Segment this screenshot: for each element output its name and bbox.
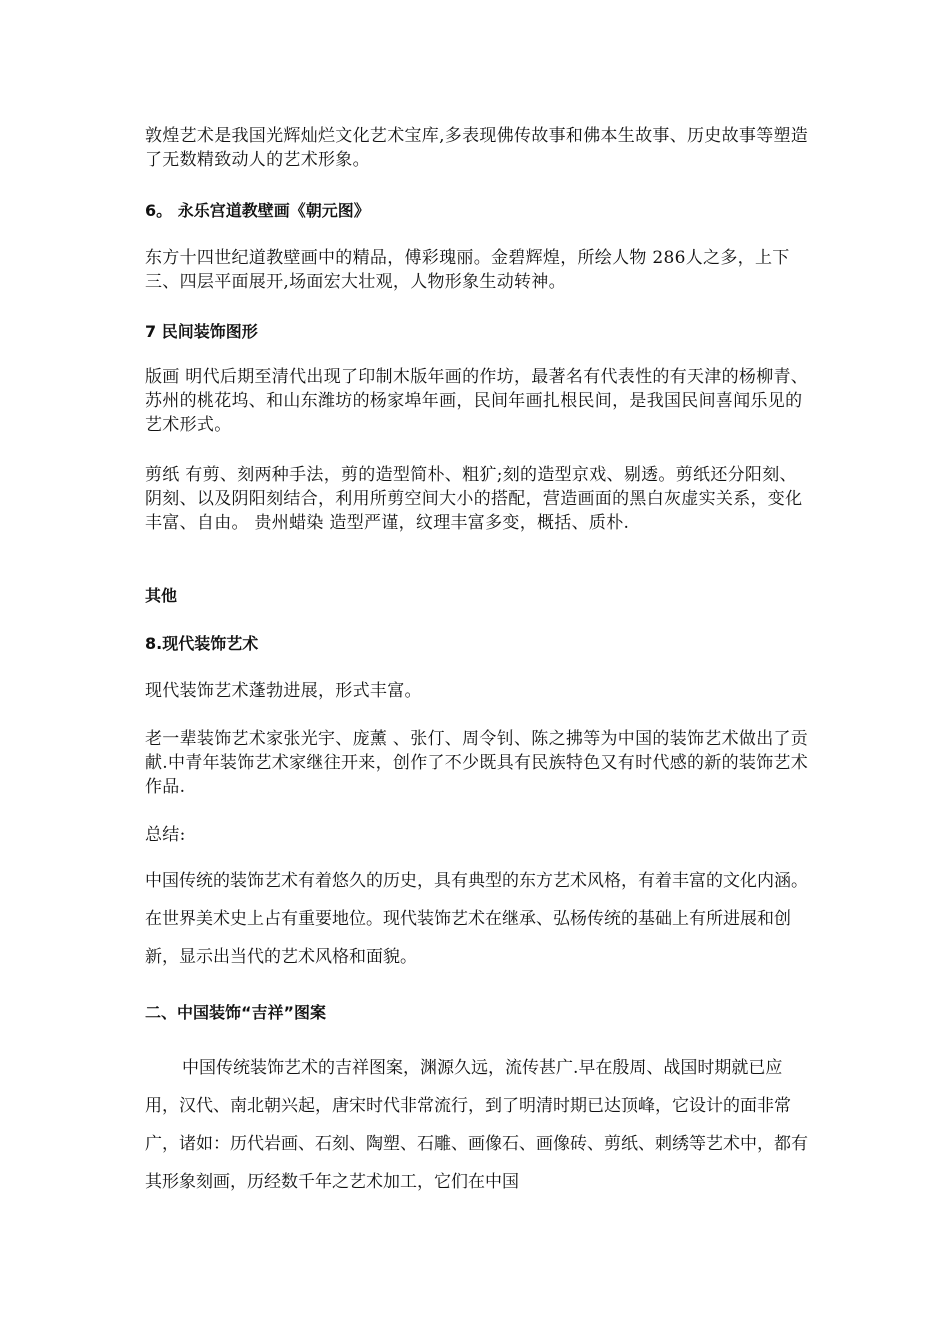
- summary-label: 总结:: [145, 825, 186, 845]
- paragraph-summary: 中国传统的装饰艺术有着悠久的历史，具有典型的东方艺术风格，有着丰富的文化内涵。在世界美术史上占有重要地位。现代装饰艺术在继承、弘杨传统的基础上有所进展和创新，显示出当代的艺术风格和面貌。: [145, 871, 808, 967]
- paragraph-jixiang: 中国传统装饰艺术的吉祥图案，渊源久远，流传甚广.早在殷周、战国时期就已应用，汉代、南北朝兴起，唐宋时代非常流行，到了明清时期已达顶峰，它设计的面非常广，诸如：历代岩画、石刻、陶塑、石雕、画像石、画像砖、剪纸、刺绣等艺术中，都有其形象刻画，历经数千年之艺术加工，它们在中国: [145, 1058, 808, 1192]
- paragraph-artists: 老一辈装饰艺术家张光宇、庞薰 、张仃、周令钊、陈之拂等为中国的装饰艺术做出了贡献.中青年装饰艺术家继往开来，创作了不少既具有民族特色又有时代感的新的装饰艺术作品.: [145, 729, 809, 797]
- heading-folk-decoration: 7 民间装饰图形: [145, 322, 258, 341]
- paragraph-yongle: 东方十四世纪道教壁画中的精品，傅彩瑰丽。金碧辉煌，所绘人物 286人之多，上下三、四层平面展开,场面宏大壮观，人物形象生动转神。: [145, 248, 790, 292]
- heading-modern: 8.现代装饰艺术: [145, 634, 259, 653]
- paragraph-modern: 现代装饰艺术蓬勃进展，形式丰富。: [145, 681, 422, 701]
- heading-other: 其他: [145, 586, 178, 605]
- heading-yongle: 6。 永乐宫道教壁画《朝元图》: [145, 201, 370, 220]
- paragraph-jianzhi: 剪纸 有剪、刻两种手法，剪的造型简朴、粗犷;刻的造型京戏、剔透。剪纸还分阳刻、阴刻、以及阴阳刻结合，利用所剪空间大小的搭配，营造画面的黑白灰虚实关系，变化丰富、自由。 贵州蜡染 造型严谨，纹理丰富多变，概括、质朴.: [145, 465, 803, 533]
- paragraph-banhua: 版画 明代后期至清代出现了印制木版年画的作坊，最著名有代表性的有天津的杨柳青、苏州的桃花坞、和山东潍坊的杨家埠年画，民间年画扎根民间，是我国民间喜闻乐见的艺术形式。: [145, 367, 809, 435]
- heading-section-two: 二、中国装饰“吉祥”图案: [145, 1003, 327, 1022]
- paragraph-dunhuang: 敦煌艺术是我国光辉灿烂文化艺术宝库,多表现佛传故事和佛本生故事、历史故事等塑造了无数精致动人的艺术形象。: [145, 126, 809, 170]
